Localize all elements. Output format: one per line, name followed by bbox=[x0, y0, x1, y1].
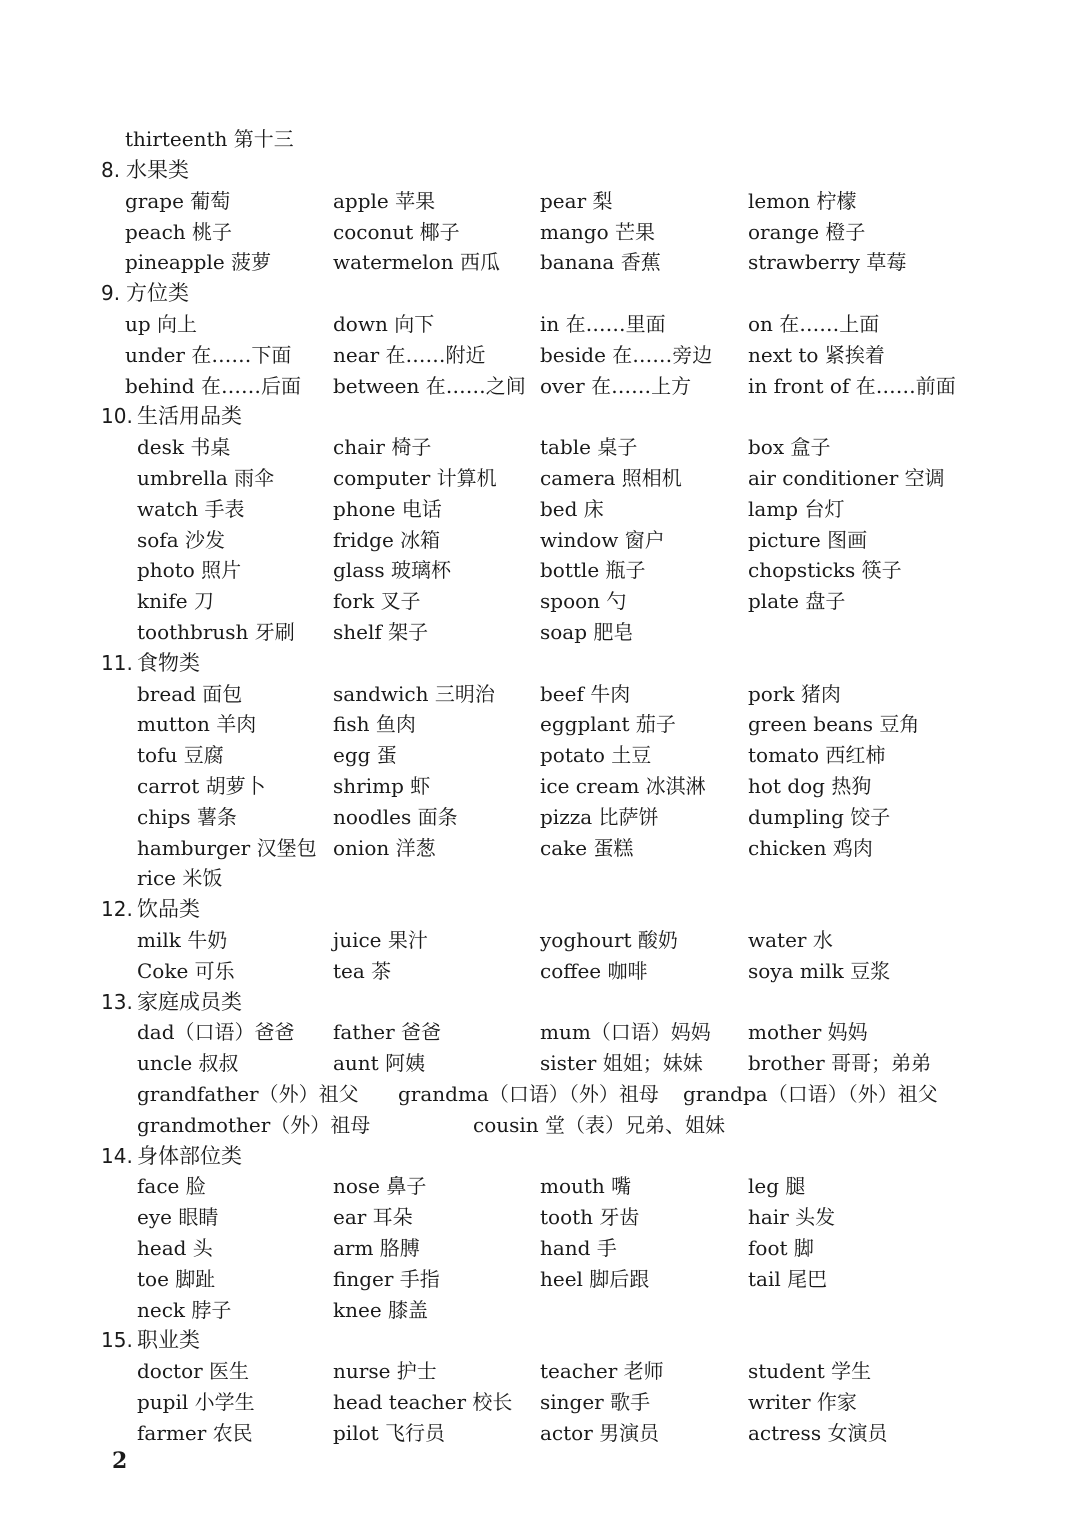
word-entry: table 桌子 bbox=[540, 435, 638, 460]
word-entry: picture 图画 bbox=[748, 527, 868, 552]
word-entry: fork 叉子 bbox=[333, 589, 421, 614]
word-entry: hair 头发 bbox=[748, 1205, 836, 1230]
section-title: 食物类 bbox=[137, 650, 200, 675]
word-entry: grandfather（外）祖父 bbox=[137, 1082, 359, 1106]
word-entry: head teacher 校长 bbox=[333, 1390, 513, 1414]
word-entry: bed 床 bbox=[540, 496, 604, 521]
word-entry: soap 肥皂 bbox=[540, 620, 634, 644]
word-row bbox=[0, 1233, 1080, 1264]
word-entry: fish 鱼肉 bbox=[333, 712, 416, 737]
word-row bbox=[0, 1017, 1080, 1048]
word-entry: ear 耳朵 bbox=[333, 1205, 413, 1230]
word-entry: between 在……之间 bbox=[333, 373, 526, 398]
word-entry: tomato 西红柿 bbox=[748, 743, 886, 768]
section-number: 10. bbox=[101, 404, 133, 429]
word-entry: arm 胳膊 bbox=[333, 1236, 420, 1260]
word-row bbox=[0, 1418, 1080, 1449]
word-entry: tooth 牙齿 bbox=[540, 1205, 640, 1230]
word-entry: pear 梨 bbox=[540, 188, 613, 213]
word-entry: chair 椅子 bbox=[333, 435, 432, 460]
section-heading bbox=[0, 1141, 1080, 1172]
word-entry: leg 腿 bbox=[748, 1174, 806, 1199]
word-row bbox=[0, 1202, 1080, 1233]
word-entry: pork 猪肉 bbox=[748, 681, 841, 706]
word-entry: tail 尾巴 bbox=[748, 1266, 828, 1291]
word-entry: lamp 台灯 bbox=[748, 496, 845, 521]
word-row bbox=[0, 432, 1080, 463]
word-entry: hamburger 汉堡包 bbox=[137, 835, 317, 860]
word-row bbox=[0, 525, 1080, 556]
carryover-entry: thirteenth 第十三 bbox=[125, 127, 294, 151]
word-row bbox=[0, 1264, 1080, 1295]
word-entry: bread 面包 bbox=[137, 681, 243, 706]
word-entry: beside 在……旁边 bbox=[540, 342, 713, 367]
word-entry: uncle 叔叔 bbox=[137, 1051, 239, 1076]
word-row bbox=[0, 863, 1080, 894]
word-entry: grape 葡萄 bbox=[125, 188, 231, 213]
word-entry: photo 照片 bbox=[137, 558, 242, 583]
word-row bbox=[0, 309, 1080, 340]
word-entry: pilot 飞行员 bbox=[333, 1420, 446, 1445]
word-entry: box 盒子 bbox=[748, 435, 831, 460]
word-entry: finger 手指 bbox=[333, 1266, 440, 1291]
section-heading bbox=[0, 1325, 1080, 1356]
word-entry: student 学生 bbox=[748, 1359, 872, 1384]
word-entry: down 向下 bbox=[333, 312, 435, 336]
word-entry: toe 脚趾 bbox=[137, 1266, 216, 1291]
word-entry: actor 男演员 bbox=[540, 1420, 660, 1445]
section-number: 12. bbox=[101, 897, 133, 922]
word-entry: toothbrush 牙刷 bbox=[137, 620, 295, 644]
word-entry: nose 鼻子 bbox=[333, 1174, 427, 1199]
word-entry: water 水 bbox=[748, 928, 833, 952]
word-entry: sofa 沙发 bbox=[137, 527, 225, 552]
word-entry: orange 橙子 bbox=[748, 219, 866, 244]
word-entry: heel 脚后跟 bbox=[540, 1266, 650, 1291]
word-entry: knee 膝盖 bbox=[333, 1297, 429, 1322]
carryover-line bbox=[0, 124, 1080, 155]
section-number: 13. bbox=[101, 989, 133, 1014]
word-entry: juice 果汁 bbox=[333, 928, 428, 952]
section-heading bbox=[0, 648, 1080, 679]
word-entry: near 在……附近 bbox=[333, 342, 486, 367]
word-entry: green beans 豆角 bbox=[748, 712, 920, 737]
word-entry: mango 芒果 bbox=[540, 219, 655, 244]
word-entry: watch 手表 bbox=[137, 496, 245, 521]
word-entry: over 在……上方 bbox=[540, 373, 692, 398]
word-row bbox=[0, 925, 1080, 956]
word-row bbox=[0, 802, 1080, 833]
word-entry: egg 蛋 bbox=[333, 743, 397, 768]
section-title: 方位类 bbox=[126, 281, 189, 306]
word-entry: chicken 鸡肉 bbox=[748, 835, 873, 860]
word-entry: Coke 可乐 bbox=[137, 958, 235, 983]
word-entry: strawberry 草莓 bbox=[748, 250, 907, 275]
word-entry: father 爸爸 bbox=[333, 1020, 441, 1045]
word-row bbox=[0, 1048, 1080, 1079]
word-entry: behind 在……后面 bbox=[125, 373, 301, 398]
word-entry: face 脸 bbox=[137, 1174, 206, 1199]
section-number: 11. bbox=[101, 650, 133, 675]
word-entry: spoon 勺 bbox=[540, 589, 627, 614]
word-entry: farmer 农民 bbox=[137, 1420, 253, 1445]
word-entry: mutton 羊肉 bbox=[137, 712, 257, 737]
word-entry: coffee 咖啡 bbox=[540, 958, 648, 983]
word-row bbox=[0, 956, 1080, 987]
word-entry: dumpling 饺子 bbox=[748, 804, 891, 829]
section-title: 职业类 bbox=[137, 1328, 200, 1353]
word-entry: dad（口语）爸爸 bbox=[137, 1020, 295, 1045]
word-entry: neck 脖子 bbox=[137, 1297, 232, 1322]
word-entry: rice 米饭 bbox=[137, 866, 223, 891]
section-title: 生活用品类 bbox=[137, 404, 242, 429]
word-row bbox=[0, 247, 1080, 278]
word-entry: yoghourt 酸奶 bbox=[540, 928, 678, 952]
word-entry: watermelon 西瓜 bbox=[333, 250, 500, 275]
word-entry: peach 桃子 bbox=[125, 219, 233, 244]
section-heading bbox=[0, 401, 1080, 432]
word-entry: mum（口语）妈妈 bbox=[540, 1020, 711, 1045]
word-entry: coconut 椰子 bbox=[333, 219, 460, 244]
word-entry: knife 刀 bbox=[137, 589, 214, 614]
word-entry: mouth 嘴 bbox=[540, 1174, 632, 1199]
word-entry: camera 照相机 bbox=[540, 466, 682, 490]
word-entry: glass 玻璃杯 bbox=[333, 558, 452, 583]
section-number: 9. bbox=[101, 281, 121, 306]
word-entry: next to 紧挨着 bbox=[748, 342, 885, 367]
word-entry: grandma（口语）（外）祖母 bbox=[398, 1082, 659, 1106]
word-entry: eye 眼睛 bbox=[137, 1205, 219, 1230]
word-entry: sister 姐姐；妹妹 bbox=[540, 1051, 703, 1076]
word-entry: noodles 面条 bbox=[333, 804, 458, 829]
word-entry: ice cream 冰淇淋 bbox=[540, 774, 706, 798]
word-entry: bottle 瓶子 bbox=[540, 558, 646, 583]
word-row bbox=[0, 340, 1080, 371]
word-entry: onion 洋葱 bbox=[333, 835, 436, 860]
word-entry: shelf 架子 bbox=[333, 620, 429, 644]
word-entry: foot 脚 bbox=[748, 1236, 814, 1260]
word-entry: hot dog 热狗 bbox=[748, 774, 872, 798]
section-number: 8. bbox=[101, 158, 121, 182]
word-entry: actress 女演员 bbox=[748, 1420, 888, 1445]
word-entry: carrot 胡萝卜 bbox=[137, 774, 266, 798]
word-entry: pupil 小学生 bbox=[137, 1390, 255, 1414]
word-entry: window 窗户 bbox=[540, 527, 665, 552]
word-entry: tofu 豆腐 bbox=[137, 743, 224, 768]
word-entry: grandpa（口语）（外）祖父 bbox=[683, 1082, 938, 1106]
page-number: 2 bbox=[112, 1448, 128, 1474]
word-entry: computer 计算机 bbox=[333, 466, 497, 490]
word-row bbox=[0, 1171, 1080, 1202]
word-entry: plate 盘子 bbox=[748, 589, 846, 614]
word-entry: tea 茶 bbox=[333, 958, 392, 983]
word-row bbox=[0, 679, 1080, 710]
section-title: 饮品类 bbox=[137, 897, 200, 922]
word-row bbox=[0, 617, 1080, 648]
word-entry: hand 手 bbox=[540, 1236, 617, 1260]
word-row bbox=[0, 1079, 1080, 1110]
word-entry: umbrella 雨伞 bbox=[137, 466, 275, 490]
section-heading bbox=[0, 894, 1080, 925]
word-entry: pineapple 菠萝 bbox=[125, 250, 272, 275]
word-row bbox=[0, 494, 1080, 525]
section-title: 身体部位类 bbox=[137, 1143, 242, 1168]
section-heading bbox=[0, 155, 1080, 186]
word-row bbox=[0, 371, 1080, 402]
word-row bbox=[0, 586, 1080, 617]
word-entry: doctor 医生 bbox=[137, 1359, 250, 1384]
word-row bbox=[0, 709, 1080, 740]
word-entry: pizza 比萨饼 bbox=[540, 804, 659, 829]
word-entry: grandmother（外）祖母 bbox=[137, 1112, 371, 1137]
word-entry: teacher 老师 bbox=[540, 1359, 664, 1384]
word-entry: singer 歌手 bbox=[540, 1390, 651, 1414]
section-number: 15. bbox=[101, 1328, 133, 1353]
word-entry: eggplant 茄子 bbox=[540, 712, 676, 737]
word-entry: beef 牛肉 bbox=[540, 681, 631, 706]
word-row bbox=[0, 740, 1080, 771]
section-number: 14. bbox=[101, 1143, 133, 1168]
word-row bbox=[0, 771, 1080, 802]
word-entry: nurse 护士 bbox=[333, 1359, 437, 1384]
word-entry: chips 薯条 bbox=[137, 804, 237, 829]
word-row bbox=[0, 186, 1080, 217]
section-title: 水果类 bbox=[126, 158, 189, 182]
word-entry: desk 书桌 bbox=[137, 435, 231, 460]
word-entry: up 向上 bbox=[125, 312, 198, 336]
word-entry: shrimp 虾 bbox=[333, 774, 431, 798]
word-entry: head 头 bbox=[137, 1236, 213, 1260]
word-entry: lemon 柠檬 bbox=[748, 188, 857, 213]
word-entry: on 在……上面 bbox=[748, 312, 880, 336]
word-row bbox=[0, 1110, 1080, 1141]
word-entry: soya milk 豆浆 bbox=[748, 958, 891, 983]
word-entry: writer 作家 bbox=[748, 1390, 857, 1414]
word-entry: sandwich 三明治 bbox=[333, 681, 495, 706]
word-row bbox=[0, 1295, 1080, 1326]
word-entry: in 在……里面 bbox=[540, 312, 666, 336]
section-heading bbox=[0, 987, 1080, 1018]
word-row bbox=[0, 217, 1080, 248]
word-entry: air conditioner 空调 bbox=[748, 466, 945, 490]
word-entry: fridge 冰箱 bbox=[333, 527, 441, 552]
word-row bbox=[0, 1387, 1080, 1418]
word-row bbox=[0, 463, 1080, 494]
word-entry: phone 电话 bbox=[333, 496, 442, 521]
word-entry: milk 牛奶 bbox=[137, 928, 228, 952]
word-entry: banana 香蕉 bbox=[540, 250, 661, 275]
word-entry: in front of 在……前面 bbox=[748, 373, 956, 398]
word-entry: cake 蛋糕 bbox=[540, 835, 634, 860]
word-row bbox=[0, 833, 1080, 864]
word-row bbox=[0, 1356, 1080, 1387]
word-entry: apple 苹果 bbox=[333, 188, 436, 213]
word-entry: under 在……下面 bbox=[125, 342, 292, 367]
section-heading bbox=[0, 278, 1080, 309]
word-entry: cousin 堂（表）兄弟、姐妹 bbox=[473, 1112, 726, 1137]
section-title: 家庭成员类 bbox=[137, 989, 242, 1014]
word-entry: aunt 阿姨 bbox=[333, 1051, 426, 1076]
word-entry: brother 哥哥；弟弟 bbox=[748, 1051, 932, 1076]
word-entry: potato 土豆 bbox=[540, 743, 652, 768]
word-entry: mother 妈妈 bbox=[748, 1020, 868, 1045]
word-entry: chopsticks 筷子 bbox=[748, 558, 902, 583]
word-row bbox=[0, 555, 1080, 586]
